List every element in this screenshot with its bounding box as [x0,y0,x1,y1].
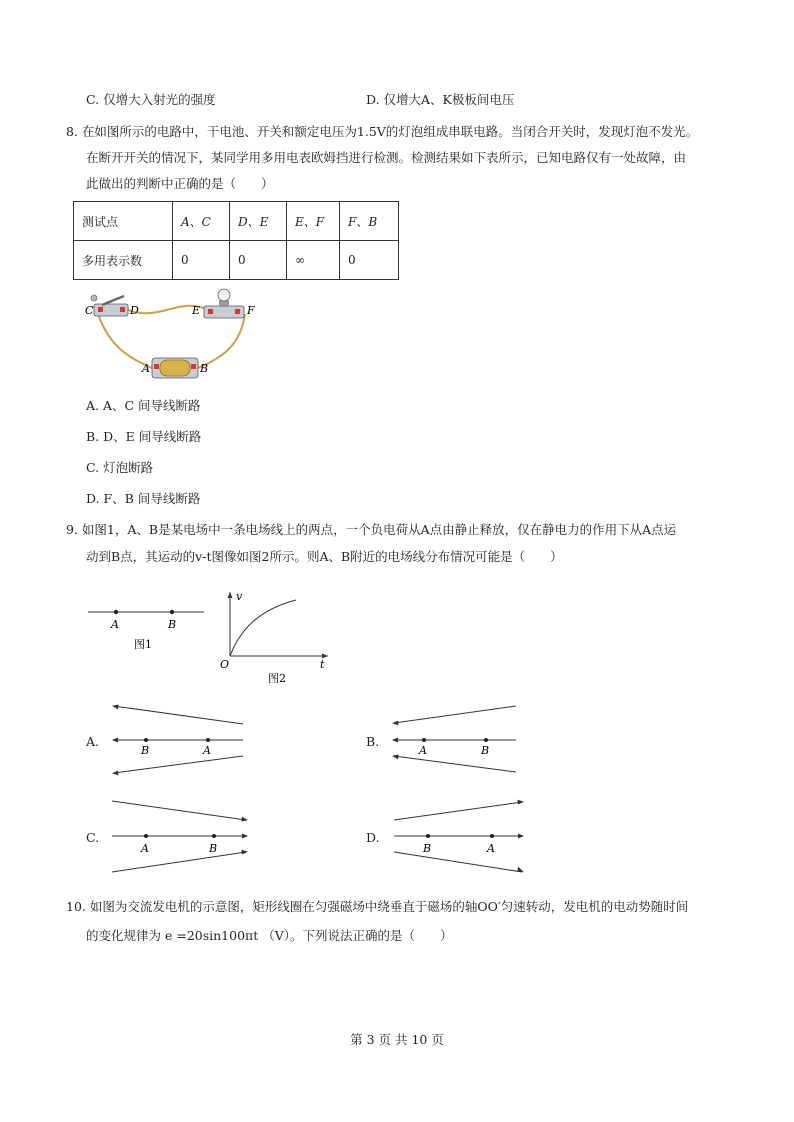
label-b: B [423,842,432,855]
choice-b-diagram [386,700,526,780]
point-a-dot [206,738,210,742]
label-a: A [419,744,427,757]
field-line-top [394,802,522,820]
fig1-caption: 图1 [134,638,152,651]
choice-d-diagram [386,795,531,880]
arrow-head [112,705,119,710]
table-cell: E、F [287,202,340,241]
q10-stem-line2: 的变化规律为 e =20sin100πt （V）。下列说法正确的是（ ） [86,928,453,943]
label-b: B [209,842,218,855]
arrow-head [241,817,248,822]
table-cell: F、B [340,202,399,241]
field-line-bottom [114,756,243,773]
q8-option-d: D. F、B 间导线断路 [86,491,201,506]
label-b: B [141,744,150,757]
choice-c-diagram [106,795,256,880]
fig1-label-b: B [168,618,177,631]
arrow-head [517,867,524,873]
arrow-head [392,738,398,743]
arrow-head [518,834,524,839]
arrow-head [392,755,399,760]
q8-stem-line1: 8. 在如图所示的电路中，干电池、开关和额定电压为1.5V的灯泡组成串联电路。当闭合开关时，发现灯泡不发光。 [66,124,699,139]
table-cell: D、E [230,202,287,241]
point-b-dot [144,738,148,742]
choice-a-diagram [106,700,251,780]
field-line-top [114,706,243,724]
point-b-dot [212,834,216,838]
figure-2 [216,588,336,688]
table-cell: 0 [230,241,287,280]
arrow-head [242,834,248,839]
circuit-label-c: C [85,304,94,317]
figure-1 [86,600,211,655]
fig2-origin: O [220,658,230,671]
field-line-top [394,706,516,723]
v-t-curve [230,600,296,656]
wire-c-a [98,314,152,368]
table-cell: 0 [340,241,399,280]
fig2-v-label: v [236,590,243,603]
q8-option-b: B. D、E 间导线断路 [86,429,202,444]
arrow-head [112,738,118,743]
table-header-row [74,202,399,241]
arrow-head [241,850,248,855]
wire-f-b [198,314,245,368]
point-b-dot [170,610,174,614]
label-b: B [481,744,490,757]
q8-result-table [73,201,399,280]
arrow-head [517,800,524,805]
v-axis-arrow [228,592,233,598]
fig1-label-a: A [111,618,119,631]
label-a: A [203,744,211,757]
choice-a-letter: A. [86,734,100,749]
choice-d-letter: D. [366,830,380,845]
table-cell: 测试点 [74,202,173,241]
page-footer: 第 3 页 共 10 页 [350,1032,444,1047]
q8-option-c: C. 灯泡断路 [86,460,154,475]
arrow-head [392,721,399,726]
table-row [74,241,399,280]
point-a-dot [422,738,426,742]
label-a: A [141,842,149,855]
arrow-head [112,771,119,776]
circuit-diagram [80,288,270,383]
table-cell: 0 [173,241,230,280]
label-a: A [487,842,495,855]
point-b-dot [426,834,430,838]
table-cell: ∞ [287,241,340,280]
table-cell: A、C [173,202,230,241]
circuit-label-e: E [192,304,201,317]
field-line-bottom [394,756,516,772]
q7-option-d: D. 仅增大A、K极板间电压 [366,92,515,107]
circuit-label-f: F [247,304,255,317]
circuit-label-a: A [142,362,150,375]
q8-stem-line2: 在断开开关的情况下，某同学用多用电表欧姆挡进行检测。检测结果如下表所示，已知电路仅有一处故障，由 [86,150,687,165]
circuit-label-d: D [130,304,139,317]
point-a-dot [114,610,118,614]
q10-stem-line1: 10. 如图为交流发电机的示意图，矩形线圈在匀强磁场中绕垂直于磁场的轴OO′匀速转动，发电机的电动势随时间 [66,899,689,914]
q8-stem-line3: 此做出的判断中正确的是（ ） [86,176,274,191]
point-a-dot [490,834,494,838]
choice-c-letter: C. [86,830,100,845]
table-cell: 多用表示数 [74,241,173,280]
choice-b-letter: B. [366,734,380,749]
q8-option-a: A. A、C 间导线断路 [86,398,201,413]
battery [152,358,198,378]
q9-stem-line2: 动到B点，其运动的v-t图像如图2所示。则A、B附近的电场线分布情况可能是（ ） [86,549,563,564]
point-b-dot [484,738,488,742]
field-line-top [112,801,246,820]
q7-option-c: C. 仅增大入射光的强度 [86,92,216,107]
switch [91,295,128,316]
fig2-caption: 图2 [268,672,286,685]
point-a-dot [144,834,148,838]
circuit-label-b: B [200,362,209,375]
field-line-bottom [112,852,246,872]
q9-stem-line1: 9. 如图1，A、B是某电场中一条电场线上的两点，一个负电荷从A点由静止释放，仅在静电力的作用下从A点运 [66,522,677,537]
field-line-bottom [394,852,522,872]
lamp [204,289,244,318]
fig2-t-label: t [320,658,325,671]
